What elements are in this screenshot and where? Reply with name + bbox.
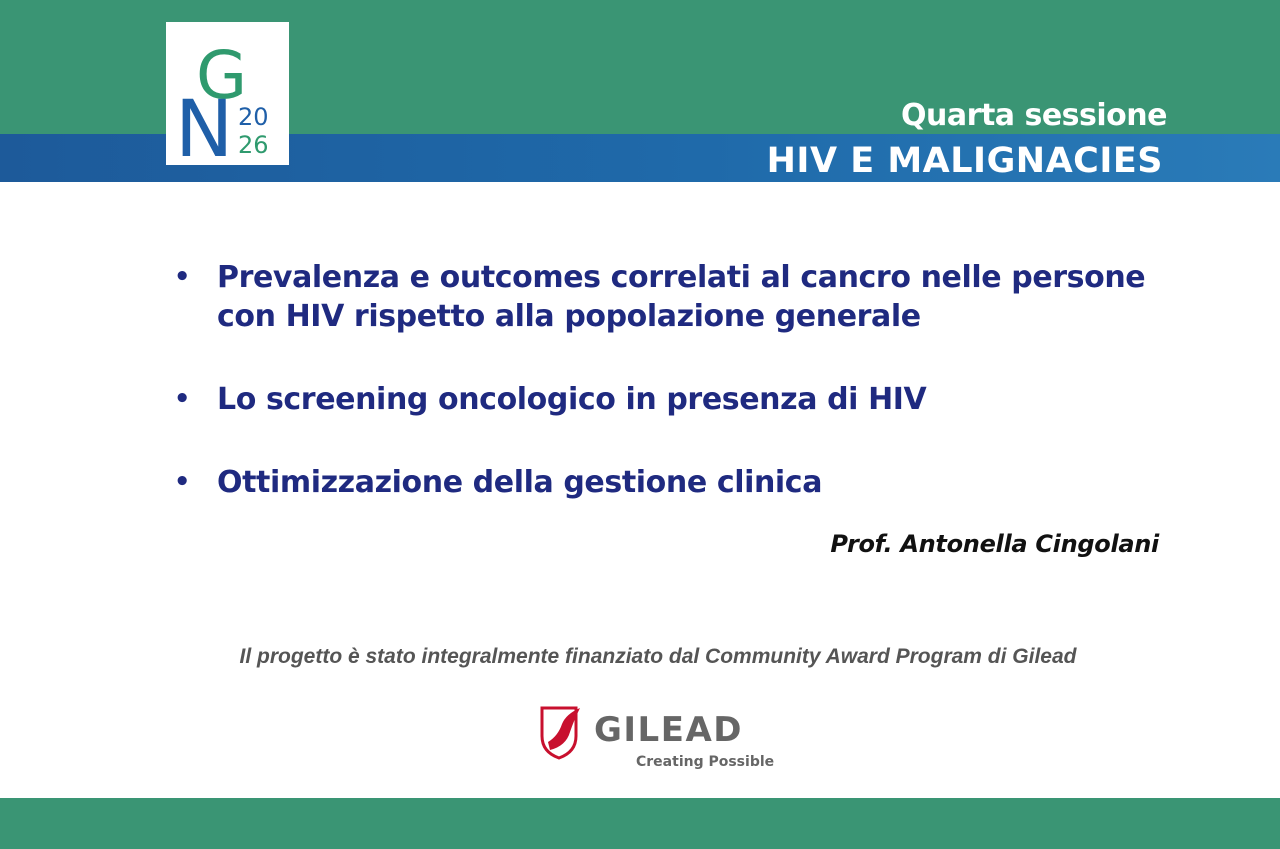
speaker-name: Prof. Antonella Cingolani bbox=[830, 530, 1159, 558]
logo-year-top: 20 bbox=[238, 103, 269, 131]
session-title: HIV E MALIGNACIES bbox=[766, 141, 1163, 181]
sponsor-tagline: Creating Possible bbox=[636, 754, 775, 770]
sponsor-name: GILEAD bbox=[594, 710, 743, 750]
funding-note: Il progetto è stato integralmente finanziato dal Community Award Program di Gilead bbox=[239, 645, 1077, 668]
topic-text: Lo screening oncologico in presenza di HIV bbox=[217, 382, 927, 417]
logo-letter-n: N bbox=[175, 85, 234, 165]
topic-list bbox=[172, 258, 1162, 502]
bullet-icon: • bbox=[173, 384, 191, 414]
sponsor-logo bbox=[540, 704, 780, 774]
topic-text: Prevalenza e outcomes correlati al cancro nelle persone con HIV rispetto alla popolazione generale bbox=[217, 260, 1146, 334]
logo-letter-g: G bbox=[196, 37, 248, 114]
bullet-icon: • bbox=[173, 262, 191, 292]
topic-item bbox=[172, 380, 1162, 419]
topic-item bbox=[172, 258, 1162, 336]
event-logo bbox=[166, 22, 289, 165]
session-subtitle: Quarta sessione bbox=[901, 98, 1167, 133]
event-logo-icon bbox=[166, 22, 289, 165]
gilead-mark-icon bbox=[540, 706, 584, 760]
logo-year-bottom: 26 bbox=[238, 131, 269, 159]
topic-item bbox=[172, 463, 1162, 502]
topic-text: Ottimizzazione della gestione clinica bbox=[217, 465, 823, 500]
bullet-icon: • bbox=[173, 467, 191, 497]
footer-green-band bbox=[0, 798, 1280, 849]
